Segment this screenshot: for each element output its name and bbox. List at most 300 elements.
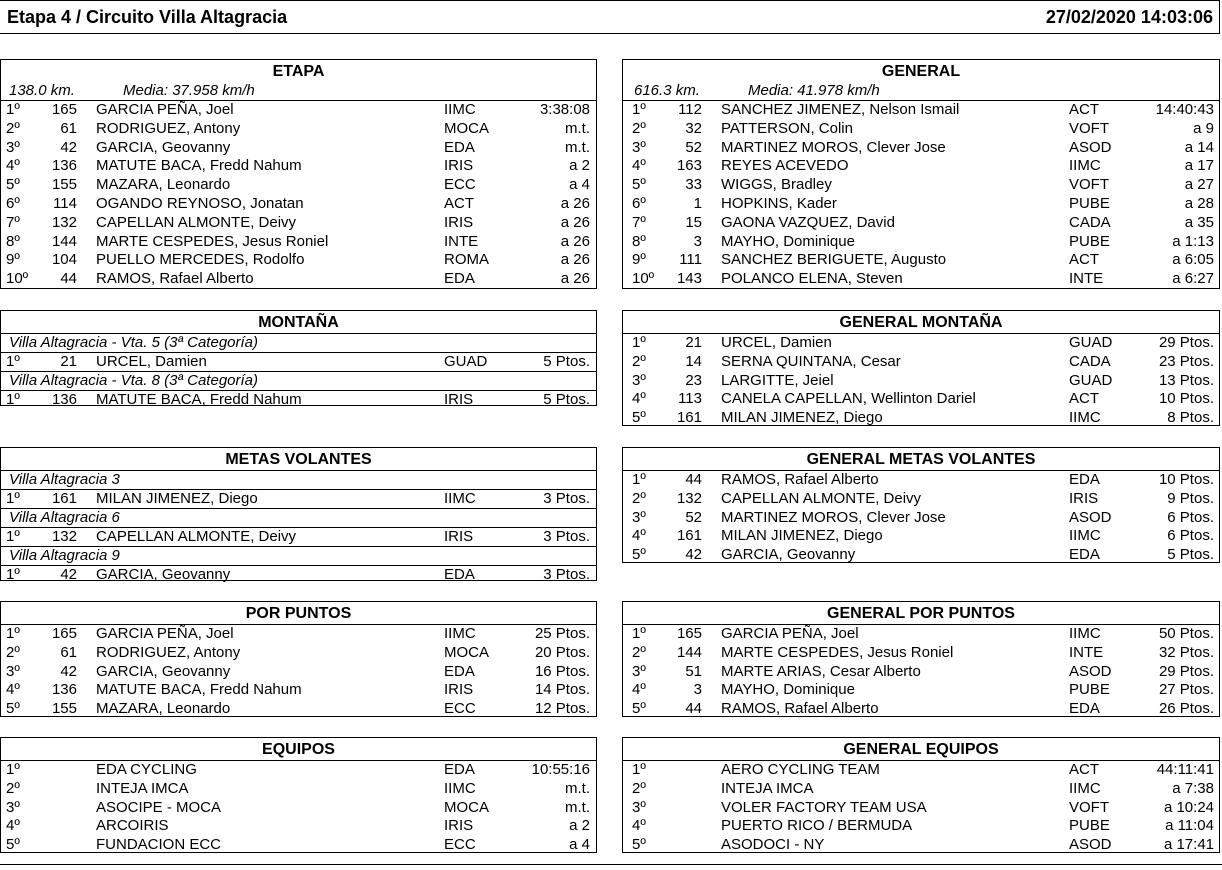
subheading: Villa Altagracia - Vta. 5 (3ª Categoría): [1, 334, 596, 353]
value-cell: a 26: [560, 270, 590, 288]
rank-cell: 4º: [632, 390, 646, 408]
name-cell: CAPELLAN ALMONTE, Deivy: [721, 489, 922, 507]
table-row: [623, 195, 1219, 214]
general-equipos-rows: [623, 761, 1219, 855]
metas-title: METAS VOLANTES: [1, 448, 596, 471]
general-equipos-title: GENERAL EQUIPOS: [623, 738, 1219, 761]
name-cell: INTEJA IMCA: [721, 779, 814, 797]
team-cell: PUBE: [1069, 681, 1110, 699]
name-cell: GARCIA, Geovanny: [96, 138, 231, 156]
bib-cell: 42: [60, 662, 77, 680]
bib-cell: 112: [678, 101, 702, 118]
bib-cell: 44: [685, 471, 702, 488]
name-cell: SANCHEZ JIMENEZ, Nelson Ismail: [721, 101, 960, 118]
bib-cell: 155: [51, 700, 77, 718]
value-cell: 6 Ptos.: [1167, 527, 1214, 545]
bib-cell: 132: [51, 527, 77, 545]
bib-cell: 52: [685, 508, 702, 526]
table-row: [1, 700, 596, 719]
name-cell: POLANCO ELENA, Steven: [721, 270, 903, 288]
value-cell: a 9: [1193, 119, 1214, 137]
name-cell: HOPKINS, Kader: [721, 194, 837, 212]
rank-cell: 4º: [6, 157, 20, 175]
value-cell: 9 Ptos.: [1167, 489, 1214, 507]
rank-cell: 3º: [6, 138, 20, 156]
bib-cell: 15: [685, 213, 702, 231]
value-cell: a 6:27: [1172, 270, 1214, 288]
value-cell: a 2: [569, 157, 590, 175]
team-cell: GUAD: [1069, 371, 1113, 389]
name-cell: PATTERSON, Colin: [721, 119, 853, 137]
name-cell: MAZARA, Leonardo: [96, 700, 231, 718]
rank-cell: 1º: [632, 101, 646, 118]
team-cell: PUBE: [1069, 817, 1110, 835]
table-row: [623, 817, 1219, 836]
table-row: [1, 625, 596, 644]
bib-cell: 61: [60, 643, 77, 661]
general-equipos-table: [622, 737, 1220, 853]
name-cell: MAYHO, Dominique: [721, 681, 855, 699]
team-cell: IRIS: [1069, 489, 1099, 507]
rank-cell: 2º: [6, 779, 20, 797]
name-cell: CANELA CAPELLAN, Wellinton Dariel: [721, 390, 976, 408]
rank-cell: 10º: [632, 270, 655, 288]
table-row: [623, 780, 1219, 799]
etapa-info: [1, 82, 596, 101]
team-cell: ACT: [1069, 761, 1099, 778]
bib-cell: 136: [51, 390, 77, 408]
general-title: GENERAL: [881, 63, 961, 80]
rank-cell: 7º: [6, 213, 20, 231]
rank-cell: 3º: [632, 662, 646, 680]
table-row: [623, 527, 1219, 546]
rank-cell: 4º: [6, 681, 20, 699]
team-cell: ASOD: [1069, 662, 1112, 680]
value-cell: a 14: [1184, 138, 1214, 156]
value-cell: 10:55:16: [531, 761, 590, 778]
name-cell: SANCHEZ BERIGUETE, Augusto: [721, 251, 947, 269]
bib-cell: 132: [676, 489, 702, 507]
name-cell: PUERTO RICO / BERMUDA: [721, 817, 913, 835]
rank-cell: 5º: [632, 700, 646, 718]
team-cell: ECC: [444, 836, 476, 854]
name-cell: WIGGS, Bradley: [721, 176, 832, 194]
montana-title: MONTAÑA: [1, 311, 596, 334]
equipos-title: EQUIPOS: [1, 738, 596, 761]
rank-cell: 3º: [632, 371, 646, 389]
name-cell: RODRIGUEZ, Antony: [96, 119, 241, 137]
team-cell: EDA: [1069, 546, 1100, 564]
bib-cell: 161: [676, 527, 702, 545]
team-cell: INTE: [1069, 643, 1104, 661]
bib-cell: 104: [51, 251, 77, 269]
bib-cell: 163: [676, 157, 702, 175]
name-cell: GARCIA, Geovanny: [96, 565, 231, 583]
bib-cell: 144: [51, 232, 77, 250]
team-cell: GUAD: [444, 353, 488, 370]
name-cell: GARCIA PEÑA, Joel: [96, 101, 234, 118]
value-cell: a 28: [1184, 194, 1214, 212]
puntos-table: [0, 601, 597, 717]
team-cell: MOCA: [444, 643, 489, 661]
etapa-title: ETAPA: [272, 63, 325, 80]
bib-cell: 61: [60, 119, 77, 137]
team-cell: EDA: [444, 138, 475, 156]
value-cell: a 2: [569, 817, 590, 835]
name-cell: EDA CYCLING: [96, 761, 197, 778]
bottom-rule: [0, 864, 1222, 865]
value-cell: 10 Ptos.: [1158, 471, 1214, 488]
value-cell: 27 Ptos.: [1158, 681, 1214, 699]
table-row: [1, 799, 596, 818]
table-row: [1, 663, 596, 682]
stage-title: Etapa 4 / Circuito Villa Altagracia: [7, 7, 288, 27]
name-cell: LARGITTE, Jeiel: [721, 371, 834, 389]
rank-cell: 1º: [632, 471, 646, 488]
table-row: [623, 372, 1219, 391]
team-cell: IIMC: [1069, 779, 1101, 797]
team-cell: INTE: [444, 232, 479, 250]
team-cell: IIMC: [444, 101, 476, 118]
rank-cell: 8º: [6, 232, 20, 250]
rank-cell: 5º: [6, 836, 20, 854]
team-cell: IIMC: [444, 779, 476, 797]
value-cell: 5 Ptos.: [543, 353, 590, 370]
table-row: [623, 490, 1219, 509]
value-cell: a 26: [560, 251, 590, 269]
subheading: Villa Altagracia 6: [1, 509, 596, 528]
value-cell: 44:11:41: [1156, 761, 1214, 778]
table-row: [1, 139, 596, 158]
value-cell: 20 Ptos.: [534, 643, 590, 661]
metas-table: [0, 447, 597, 581]
equipos-table: [0, 737, 597, 853]
team-cell: IRIS: [444, 817, 474, 835]
name-cell: ASODOCI - NY: [721, 836, 825, 854]
team-cell: PUBE: [1069, 194, 1110, 212]
table-row: [623, 625, 1219, 644]
rank-cell: 5º: [632, 409, 646, 427]
value-cell: 3 Ptos.: [543, 490, 590, 507]
rank-cell: 2º: [632, 643, 646, 661]
table-row: [1, 780, 596, 799]
name-cell: URCEL, Damien: [721, 334, 832, 351]
rank-cell: 1º: [632, 625, 646, 642]
name-cell: GARCIA, Geovanny: [96, 662, 231, 680]
team-cell: EDA: [1069, 471, 1100, 488]
rank-cell: 5º: [6, 176, 20, 194]
bib-cell: 132: [51, 213, 77, 231]
rank-cell: 10º: [6, 270, 29, 288]
team-cell: EDA: [1069, 700, 1100, 718]
value-cell: a 7:38: [1172, 779, 1214, 797]
table-row: [1, 157, 596, 176]
team-cell: IRIS: [444, 527, 474, 545]
rank-cell: 3º: [632, 138, 646, 156]
name-cell: ARCOIRIS: [96, 817, 169, 835]
rank-cell: 1º: [6, 527, 20, 545]
table-row: [1, 120, 596, 139]
rank-cell: 1º: [632, 761, 646, 778]
bib-cell: 32: [685, 119, 702, 137]
team-cell: CADA: [1069, 352, 1111, 370]
team-cell: ASOD: [1069, 836, 1112, 854]
name-cell: MARTE CESPEDES, Jesus Roniel: [721, 643, 954, 661]
table-row: [623, 139, 1219, 158]
equipos-rows: [1, 761, 596, 855]
value-cell: 14:40:43: [1155, 101, 1214, 118]
rank-cell: 8º: [632, 232, 646, 250]
name-cell: RAMOS, Rafael Alberto: [721, 471, 879, 488]
etapa-average: Media: 37.958 km/h: [123, 82, 255, 99]
value-cell: 3 Ptos.: [543, 565, 590, 583]
value-cell: a 26: [560, 232, 590, 250]
name-cell: MILAN JIMENEZ, Diego: [96, 490, 258, 507]
value-cell: 32 Ptos.: [1158, 643, 1214, 661]
table-row: [1, 251, 596, 270]
team-cell: IIMC: [444, 490, 476, 507]
name-cell: RAMOS, Rafael Alberto: [96, 270, 254, 288]
team-cell: ACT: [444, 194, 474, 212]
bib-cell: 165: [51, 101, 77, 118]
value-cell: 29 Ptos.: [1158, 334, 1214, 351]
value-cell: a 17: [1184, 157, 1214, 175]
rank-cell: 6º: [632, 194, 646, 212]
value-cell: 14 Ptos.: [534, 681, 590, 699]
team-cell: ASOD: [1069, 138, 1112, 156]
team-cell: EDA: [444, 761, 475, 778]
team-cell: IIMC: [1069, 527, 1101, 545]
name-cell: MILAN JIMENEZ, Diego: [721, 527, 883, 545]
name-cell: REYES ACEVEDO: [721, 157, 849, 175]
etapa-distance: 138.0 km.: [9, 82, 75, 99]
table-row: [623, 214, 1219, 233]
value-cell: 6 Ptos.: [1167, 508, 1214, 526]
name-cell: MATUTE BACA, Fredd Nahum: [96, 157, 302, 175]
bib-cell: 14: [685, 352, 702, 370]
general-metas-title: GENERAL METAS VOLANTES: [623, 448, 1219, 471]
table-row: [623, 681, 1219, 700]
general-table: [622, 59, 1220, 289]
bib-cell: 113: [678, 390, 702, 408]
bib-cell: 111: [679, 251, 702, 269]
bib-cell: 165: [676, 625, 702, 642]
team-cell: ACT: [1069, 390, 1099, 408]
rank-cell: 4º: [632, 817, 646, 835]
table-row: [1, 270, 596, 289]
etapa-rows: [1, 101, 596, 289]
team-cell: VOFT: [1069, 798, 1109, 816]
name-cell: GAONA VAZQUEZ, David: [721, 213, 895, 231]
team-cell: PUBE: [1069, 232, 1110, 250]
name-cell: MARTE ARIAS, Cesar Alberto: [721, 662, 921, 680]
table-row: [623, 176, 1219, 195]
table-row: [1, 214, 596, 233]
bib-cell: 51: [685, 662, 702, 680]
subheading: Villa Altagracia 3: [1, 471, 596, 490]
rank-cell: 5º: [632, 176, 646, 194]
team-cell: ECC: [444, 700, 476, 718]
table-row: [623, 251, 1219, 270]
value-cell: 26 Ptos.: [1158, 700, 1214, 718]
table-row: [623, 509, 1219, 528]
team-cell: MOCA: [444, 798, 489, 816]
name-cell: AERO CYCLING TEAM: [721, 761, 880, 778]
montana-table: [0, 310, 597, 406]
puntos-rows: [1, 625, 596, 719]
rank-cell: 1º: [632, 334, 646, 351]
team-cell: CADA: [1069, 213, 1111, 231]
name-cell: MATUTE BACA, Fredd Nahum: [96, 390, 302, 408]
rank-cell: 9º: [632, 251, 646, 269]
report-datetime: 27/02/2020 14:03:06: [1045, 7, 1213, 27]
rank-cell: 1º: [6, 390, 20, 408]
rank-cell: 2º: [632, 489, 646, 507]
table-row: [1, 176, 596, 195]
name-cell: GARCIA PEÑA, Joel: [721, 625, 859, 642]
table-row: [1, 761, 596, 780]
value-cell: a 6:05: [1172, 251, 1214, 269]
name-cell: CAPELLAN ALMONTE, Deivy: [96, 213, 297, 231]
value-cell: a 26: [560, 194, 590, 212]
team-cell: IRIS: [444, 390, 474, 408]
bib-cell: 3: [693, 232, 702, 250]
table-row: [1, 490, 596, 509]
subheading: Villa Altagracia 9: [1, 547, 596, 566]
bib-cell: 165: [51, 625, 77, 642]
general-metas-rows: [623, 471, 1219, 565]
name-cell: MARTINEZ MOROS, Clever Jose: [721, 138, 946, 156]
table-row: [1, 101, 596, 120]
table-row: [1, 391, 596, 410]
team-cell: IRIS: [444, 213, 474, 231]
table-row: [1, 644, 596, 663]
name-cell: FUNDACION ECC: [96, 836, 222, 854]
value-cell: 25 Ptos.: [534, 625, 590, 642]
value-cell: 12 Ptos.: [534, 700, 590, 718]
bib-cell: 136: [51, 157, 77, 175]
rank-cell: 5º: [632, 836, 646, 854]
name-cell: PUELLO MERCEDES, Rodolfo: [96, 251, 305, 269]
table-row: [1, 353, 596, 372]
bib-cell: 23: [685, 371, 702, 389]
rank-cell: 1º: [6, 490, 20, 507]
bib-cell: 21: [685, 334, 702, 351]
bib-cell: 42: [685, 546, 702, 564]
table-row: [1, 233, 596, 252]
value-cell: a 1:13: [1172, 232, 1214, 250]
table-row: [1, 528, 596, 547]
bib-cell: 52: [685, 138, 702, 156]
value-cell: 5 Ptos.: [543, 390, 590, 408]
name-cell: ASOCIPE - MOCA: [96, 798, 222, 816]
table-row: [623, 836, 1219, 855]
table-row: [623, 390, 1219, 409]
value-cell: 13 Ptos.: [1158, 371, 1214, 389]
table-row: [623, 799, 1219, 818]
value-cell: a 26: [560, 213, 590, 231]
rank-cell: 1º: [6, 625, 20, 642]
table-row: [623, 663, 1219, 682]
table-row: [1, 195, 596, 214]
table-row: [623, 546, 1219, 565]
subheading: Villa Altagracia - Vta. 8 (3ª Categoría): [1, 372, 596, 391]
value-cell: 50 Ptos.: [1158, 625, 1214, 642]
table-row: [623, 644, 1219, 663]
value-cell: 10 Ptos.: [1158, 390, 1214, 408]
bib-cell: 143: [676, 270, 702, 288]
bib-cell: 42: [60, 565, 77, 583]
team-cell: GUAD: [1069, 334, 1113, 351]
value-cell: 3 Ptos.: [543, 527, 590, 545]
name-cell: MILAN JIMENEZ, Diego: [721, 409, 883, 427]
general-montana-rows: [623, 334, 1219, 428]
table-row: [623, 270, 1219, 289]
name-cell: CAPELLAN ALMONTE, Deivy: [96, 527, 297, 545]
value-cell: a 11:04: [1165, 817, 1214, 835]
value-cell: m.t.: [565, 779, 590, 797]
value-cell: a 4: [569, 836, 590, 854]
value-cell: 23 Ptos.: [1158, 352, 1214, 370]
value-cell: m.t.: [565, 798, 590, 816]
rank-cell: 4º: [6, 817, 20, 835]
table-row: [623, 471, 1219, 490]
bib-cell: 136: [51, 681, 77, 699]
bib-cell: 42: [60, 138, 77, 156]
team-cell: ASOD: [1069, 508, 1112, 526]
table-row: [623, 101, 1219, 120]
rank-cell: 5º: [632, 546, 646, 564]
value-cell: a 27: [1184, 176, 1214, 194]
rank-cell: 1º: [6, 101, 20, 118]
general-montana-title: GENERAL MONTAÑA: [623, 311, 1219, 334]
puntos-title: POR PUNTOS: [1, 602, 596, 625]
rank-cell: 3º: [632, 508, 646, 526]
bib-cell: 114: [53, 194, 77, 212]
rank-cell: 1º: [6, 761, 20, 778]
name-cell: VOLER FACTORY TEAM USA: [721, 798, 927, 816]
etapa-table: [0, 59, 597, 289]
rank-cell: 2º: [6, 643, 20, 661]
table-row: [1, 817, 596, 836]
montana-groups: [1, 334, 596, 410]
value-cell: 8 Ptos.: [1167, 409, 1214, 427]
rank-cell: 3º: [632, 798, 646, 816]
bib-cell: 44: [685, 700, 702, 718]
team-cell: MOCA: [444, 119, 489, 137]
name-cell: RAMOS, Rafael Alberto: [721, 700, 879, 718]
table-row: [623, 761, 1219, 780]
team-cell: IRIS: [444, 681, 474, 699]
team-cell: VOFT: [1069, 176, 1109, 194]
name-cell: SERNA QUINTANA, Cesar: [721, 352, 901, 370]
bib-cell: 144: [676, 643, 702, 661]
team-cell: EDA: [444, 270, 475, 288]
bib-cell: 161: [676, 409, 702, 427]
team-cell: IIMC: [1069, 625, 1101, 642]
value-cell: 16 Ptos.: [534, 662, 590, 680]
bib-cell: 1: [693, 194, 702, 212]
value-cell: a 35: [1184, 213, 1214, 231]
table-row: [623, 157, 1219, 176]
value-cell: a 17:41: [1163, 836, 1214, 854]
general-info: [623, 82, 1219, 101]
name-cell: MARTE CESPEDES, Jesus Roniel: [96, 232, 329, 250]
rank-cell: 1º: [6, 565, 20, 583]
name-cell: MAZARA, Leonardo: [96, 176, 231, 194]
team-cell: IIMC: [1069, 409, 1101, 427]
general-rows: [623, 101, 1219, 289]
